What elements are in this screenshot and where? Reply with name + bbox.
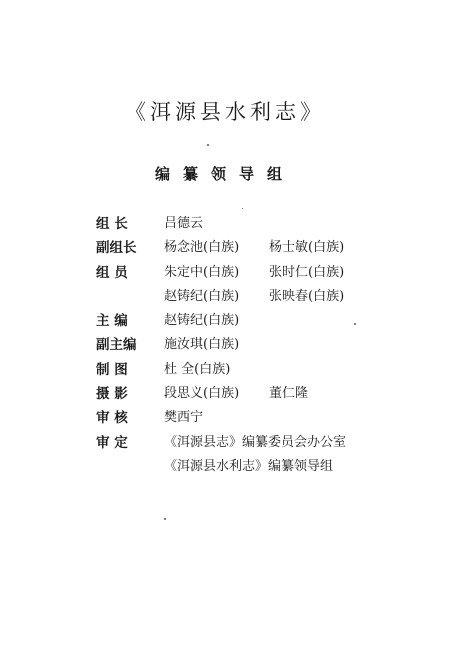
book-title: 《洱源县水利志》	[125, 100, 325, 124]
roster-row	[96, 239, 416, 263]
roster-row	[96, 458, 416, 482]
person-name: 樊西宁	[164, 410, 204, 426]
roster-row	[96, 409, 416, 433]
role-label: 制 图	[96, 361, 128, 378]
role-label: 摄 影	[96, 386, 128, 403]
person-name: 张时仁(白族)	[269, 264, 345, 280]
person-name: 杨念池(白族)	[164, 240, 240, 256]
person-name: 赵铸纪(白族)	[164, 288, 240, 304]
person-name: 董仁隆	[269, 386, 309, 402]
roster-row	[96, 434, 416, 458]
group-title: 编纂领导组	[154, 165, 295, 183]
role-label: 副主编	[96, 337, 137, 354]
role-label: 组 员	[96, 264, 128, 281]
roster-row	[96, 336, 416, 360]
organization-name: 《洱源县志》编纂委员会办公室	[164, 434, 347, 450]
roster-row	[96, 361, 416, 385]
roster-row	[96, 385, 416, 409]
person-name: 杜 全(白族)	[164, 361, 231, 377]
role-label: 审 定	[96, 434, 128, 451]
staff-roster	[96, 215, 416, 482]
person-name: 段思义(白族)	[164, 386, 240, 402]
roster-row	[96, 264, 416, 288]
roster-row	[96, 288, 416, 312]
roster-row	[96, 215, 416, 239]
person-name: 朱定中(白族)	[164, 264, 240, 280]
person-name: 张映春(白族)	[269, 288, 345, 304]
scan-speck	[242, 208, 243, 209]
person-name: 施汝琪(白族)	[164, 337, 240, 353]
person-name: 杨士敏(白族)	[269, 240, 345, 256]
role-label: 组 长	[96, 216, 128, 232]
organization-name: 《洱源县水利志》编纂领导组	[164, 458, 334, 474]
person-name: 吕德云	[164, 216, 204, 231]
role-label: 审 核	[96, 410, 128, 427]
scan-speck	[207, 144, 209, 146]
role-label: 副组长	[96, 240, 137, 257]
roster-row	[96, 312, 416, 336]
scan-speck	[164, 518, 166, 520]
person-name: 赵铸纪(白族)	[164, 313, 240, 329]
scan-speck	[354, 323, 356, 325]
role-label: 主 编	[96, 313, 128, 330]
